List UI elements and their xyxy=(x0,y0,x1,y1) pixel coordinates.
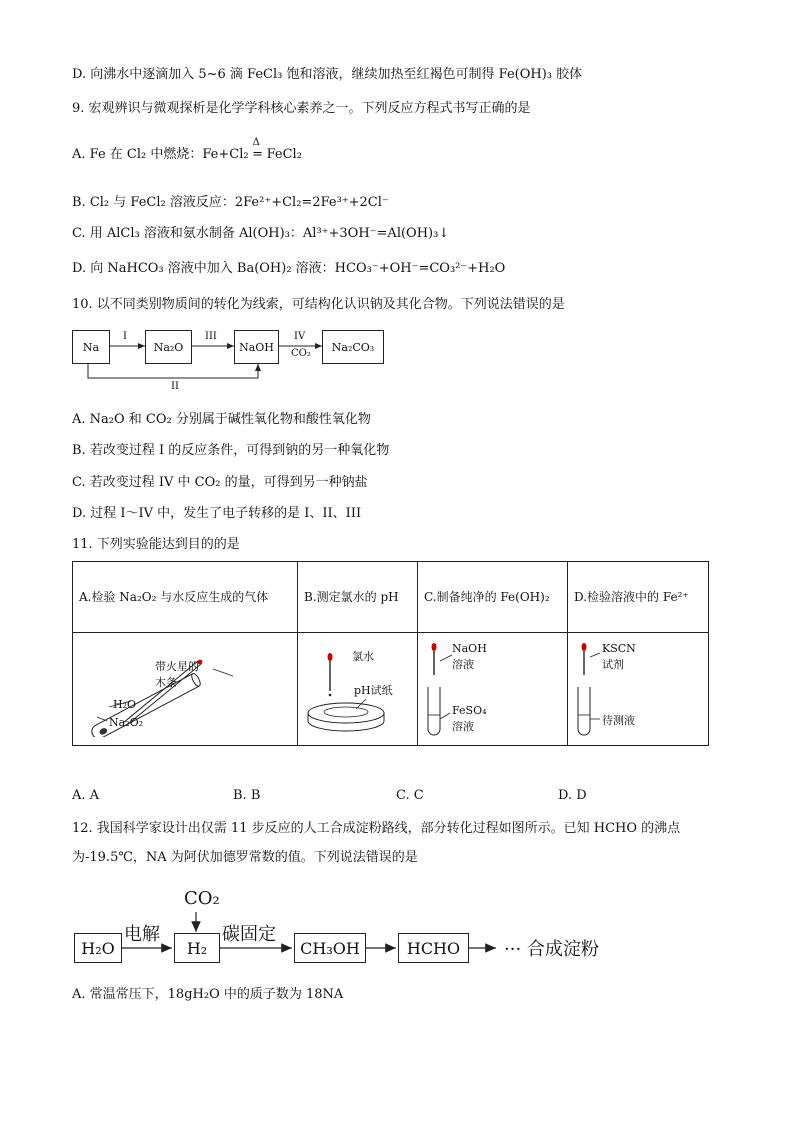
q9-a-cond: Δ xyxy=(252,137,260,148)
tube-dropper-c-icon xyxy=(418,633,568,737)
q10-option-d: D. 过程 I～IV 中，发生了电子转移的是 I、II、III xyxy=(72,506,362,521)
header-a: A.检验 Na₂O₂ 与水反应生成的气体 xyxy=(73,562,298,633)
q8-option-d: D. 向沸水中逐滴加入 5~6 滴 FeCl₃ 饱和溶液，继续加热至红褐色可制得 Fe(OH)₃ 胶体 xyxy=(72,67,583,82)
label-kscn xyxy=(602,641,636,673)
q11-option-d: D. D xyxy=(558,788,587,803)
label-test-solution: 待测液 xyxy=(602,714,635,727)
label-chlorine-water: 氯水 xyxy=(352,650,374,663)
figure-a xyxy=(73,633,298,746)
flow-carbon-fixation: 碳固定 xyxy=(222,924,276,945)
label-iv: IV xyxy=(294,331,306,342)
flow-electrolysis: 电解 xyxy=(124,924,160,945)
label-naoh xyxy=(452,641,487,673)
label-ii: II xyxy=(171,381,179,392)
q9-option-a: A. Fe 在 Cl₂ 中燃烧：Fe+Cl₂ Δ = FeCl₂ xyxy=(72,146,302,164)
flow-hcho: HCHO xyxy=(398,933,469,963)
label-ph-paper: pH试纸 xyxy=(354,684,393,697)
label-co2: CO₂ xyxy=(291,348,311,359)
figure-c xyxy=(418,633,568,746)
q11-option-b: B. B xyxy=(233,788,261,803)
q9-a-pre: A. Fe 在 Cl₂ 中燃烧：Fe+Cl₂ xyxy=(72,147,249,162)
label-na2o2: Na₂O₂ xyxy=(109,716,144,729)
label-water: H₂O xyxy=(113,698,137,711)
label-feso4 xyxy=(452,703,487,735)
label-feso4-1: FeSO₄ xyxy=(452,704,487,717)
label-kscn-1: KSCN xyxy=(602,642,636,655)
q11-experiment-table xyxy=(72,561,709,746)
flow-starch: ··· 合成淀粉 xyxy=(504,939,599,960)
q12-option-a: A. 常温常压下，18gH₂O 中的质子数为 18NA xyxy=(72,987,344,1002)
label-i: I xyxy=(123,331,127,342)
flow-co2: CO₂ xyxy=(184,888,220,909)
q10-option-a: A. Na₂O 和 CO₂ 分别属于碱性氧化物和酸性氧化物 xyxy=(72,412,371,427)
flow-h2: H₂ xyxy=(174,933,220,963)
q12-stem-line2: 为-19.5℃，NA 为阿伏加德罗常数的值。下列说法错误的是 xyxy=(72,850,418,865)
q11-stem: 11. 下列实验能达到目的的是 xyxy=(72,537,240,552)
node-na: Na xyxy=(72,330,110,364)
header-b: B.测定氯水的 pH xyxy=(298,562,418,633)
header-d: D.检验溶液中的 Fe²⁺ xyxy=(568,562,709,633)
q11-option-c: C. C xyxy=(396,788,424,803)
q12-stem-line1: 12. 我国科学家设计出仅需 11 步反应的人工合成淀粉路线，部分转化过程如图所示。已知 HCHO 的沸点 xyxy=(72,821,681,836)
q9-a-post: FeCl₂ xyxy=(266,147,302,162)
q9-stem: 9. 宏观辨识与微观探析是化学学科核心素养之一。下列反应方程式书写正确的是 xyxy=(72,101,531,116)
label-naoh-2: 溶液 xyxy=(452,658,474,671)
node-na2co3: Na₂CO₃ xyxy=(322,330,384,364)
figure-d xyxy=(568,633,709,746)
q10-option-b: B. 若改变过程 I 的反应条件，可得到钠的另一种氧化物 xyxy=(72,443,390,458)
q9-option-c: C. 用 AlCl₃ 溶液和氨水制备 Al(OH)₃：Al³⁺+3OH⁻=Al(OH)₃↓ xyxy=(72,226,450,241)
figure-b xyxy=(298,633,418,746)
label-splint: 带火星的木条 xyxy=(155,660,199,689)
q10-stem: 10. 以不同类别物质间的转化为线索，可结构化认识钠及其化合物。下列说法错误的是 xyxy=(72,297,565,312)
q9-option-d: D. 向 NaHCO₃ 溶液中加入 Ba(OH)₂ 溶液：HCO₃⁻+OH⁻=CO₃²⁻+H₂O xyxy=(72,261,506,276)
label-iii: III xyxy=(205,331,217,342)
q11-option-a: A. A xyxy=(72,788,100,803)
node-naoh: NaOH xyxy=(234,330,279,364)
label-naoh-1: NaOH xyxy=(452,642,487,655)
label-feso4-2: 溶液 xyxy=(452,720,474,733)
flow-ch3oh: CH₃OH xyxy=(294,933,366,963)
node-na2o: Na₂O xyxy=(145,330,192,364)
label-kscn-2: 试剂 xyxy=(602,658,624,671)
q10-option-c: C. 若改变过程 IV 中 CO₂ 的量，可得到另一种钠盐 xyxy=(72,475,368,490)
header-c: C.制备纯净的 Fe(OH)₂ xyxy=(418,562,568,633)
q9-option-b: B. Cl₂ 与 FeCl₂ 溶液反应：2Fe²⁺+Cl₂=2Fe³⁺+2Cl⁻ xyxy=(72,195,389,210)
tube-dropper-d-icon xyxy=(568,633,718,737)
flow-h2o: H₂O xyxy=(74,933,122,963)
